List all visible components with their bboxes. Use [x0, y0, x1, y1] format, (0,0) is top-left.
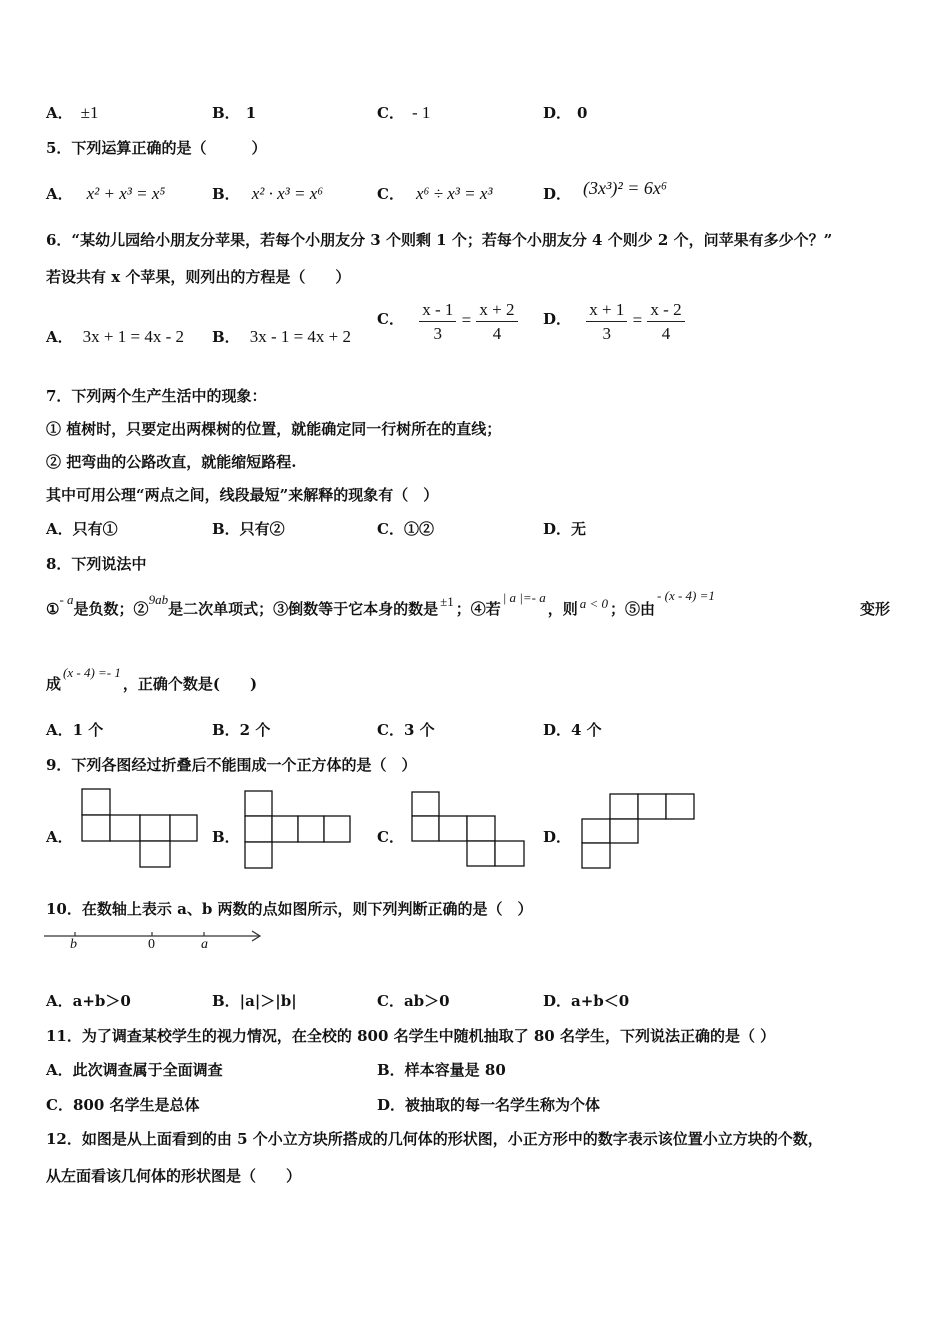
q12-stem-line1: 12．如图是从上面看到的由 5 个小立方块所搭成的几何体的形状图，小正方形中的数字表示该位置小立方块的个数， — [46, 1130, 823, 1148]
q9-option-a-label: A． — [46, 828, 73, 846]
q9-option-d-label: D． — [543, 828, 572, 846]
q8-line1-end: 变形 — [860, 600, 891, 618]
q6-option-b: B． 3x - 1 = 4x + 2 — [212, 327, 352, 346]
q8-stem: 8．下列说法中 — [46, 555, 147, 573]
q4-option-c: C． - 1 — [377, 103, 431, 122]
q8-statements-line1: ①- a是负数；②9ab是二次单项式；③倒数等于它本身的数是 ±1 ；④若| a |=- a，则 a < 0 ；⑤由- (x - 4) =1 — [46, 588, 715, 618]
q6-option-d: D． $\frac{x + 1}{3}$ = $\frac{x - 2}{4}$ — [543, 300, 685, 343]
q4-option-b: B． 1 — [212, 104, 257, 122]
q7-question: 其中可用公理“两点之间，线段最短”来解释的现象有（ ） — [46, 486, 439, 504]
q11-option-a: A．此次调查属于全面调查 — [46, 1061, 223, 1079]
q7-item-1: ① 植树时，只要定出两棵树的位置，就能确定同一行树所在的直线； — [46, 420, 502, 438]
q7-option-d: D．无 — [543, 520, 587, 538]
q8-option-d: D．4 个 — [543, 721, 602, 739]
q7-option-a: A．只有① — [46, 520, 118, 538]
q6-stem-line1: 6．“某幼儿园给小朋友分苹果，若每个小朋友分 3 个则剩 1 个；若每个小朋友分 4 个则少 2 个，问苹果有多少个？” — [46, 231, 833, 249]
q7-option-c: C．①② — [377, 520, 434, 538]
q11-stem: 11．为了调查某校学生的视力情况，在全校的 800 名学生中随机抽取了 80 名学生，下列说法正确的是（ ） — [46, 1027, 776, 1045]
q9-option-b-label: B． — [212, 828, 240, 846]
q11-option-d: D．被抽取的每一名学生称为个体 — [377, 1096, 601, 1114]
q4-option-a: A． ±1 — [46, 103, 99, 122]
q12-stem-line2: 从左面看该几何体的形状图是（ ） — [46, 1167, 302, 1185]
q5-option-a: A． x² + x³ = x⁵ — [46, 184, 166, 203]
q10-option-c: C．ab＞0 — [377, 992, 450, 1010]
q9-net-d — [582, 794, 696, 870]
q9-stem: 9．下列各图经过折叠后不能围成一个正方体的是（ ） — [46, 756, 417, 774]
q7-item-2: ② 把弯曲的公路改直，就能缩短路程. — [46, 453, 297, 471]
q5-stem: 5．下列运算正确的是（ ） — [46, 139, 267, 157]
q9-net-b — [245, 791, 351, 869]
q10-axis-label-b: b — [70, 937, 77, 952]
q8-statements-line2: 成(x - 4) =- 1，正确个数是( ) — [46, 665, 258, 693]
q8-option-a: A．1 个 — [46, 721, 104, 739]
q7-option-b: B．只有② — [212, 520, 285, 538]
q10-option-a: A．a+b＞0 — [46, 992, 131, 1010]
q6-option-c: C． $\frac{x - 1}{3}$ = $\frac{x + 2}{4}$ — [377, 300, 518, 343]
q10-number-line — [44, 926, 266, 956]
q9-net-a — [82, 789, 198, 869]
q5-option-d: D． (3x³)² = 6x⁶ — [543, 178, 668, 203]
q9-net-c — [412, 792, 526, 868]
q6-stem-line2: 若设共有 x 个苹果，则列出的方程是（ ） — [46, 268, 351, 286]
q8-option-b: B．2 个 — [212, 721, 271, 739]
q10-axis-label-0: 0 — [148, 937, 155, 952]
q9-option-c-label: C． — [377, 828, 404, 846]
q10-stem: 10．在数轴上表示 a、b 两数的点如图所示，则下列判断正确的是（ ） — [46, 900, 533, 918]
q10-option-b: B．|a|＞|b| — [212, 992, 297, 1010]
q5-option-c: C． x⁶ ÷ x³ = x³ — [377, 184, 493, 203]
q4-option-d: D． 0 — [543, 104, 588, 122]
q8-option-c: C．3 个 — [377, 721, 435, 739]
q6-option-a: A． 3x + 1 = 4x - 2 — [46, 327, 184, 346]
q10-option-d: D．a+b＜0 — [543, 992, 630, 1010]
q5-option-b: B． x² · x³ = x⁶ — [212, 184, 324, 203]
q11-option-c: C．800 名学生是总体 — [46, 1096, 200, 1114]
q11-option-b: B．样本容量是 80 — [377, 1061, 506, 1079]
q7-stem: 7．下列两个生产生活中的现象： — [46, 387, 267, 405]
q10-axis-label-a: a — [201, 937, 208, 952]
